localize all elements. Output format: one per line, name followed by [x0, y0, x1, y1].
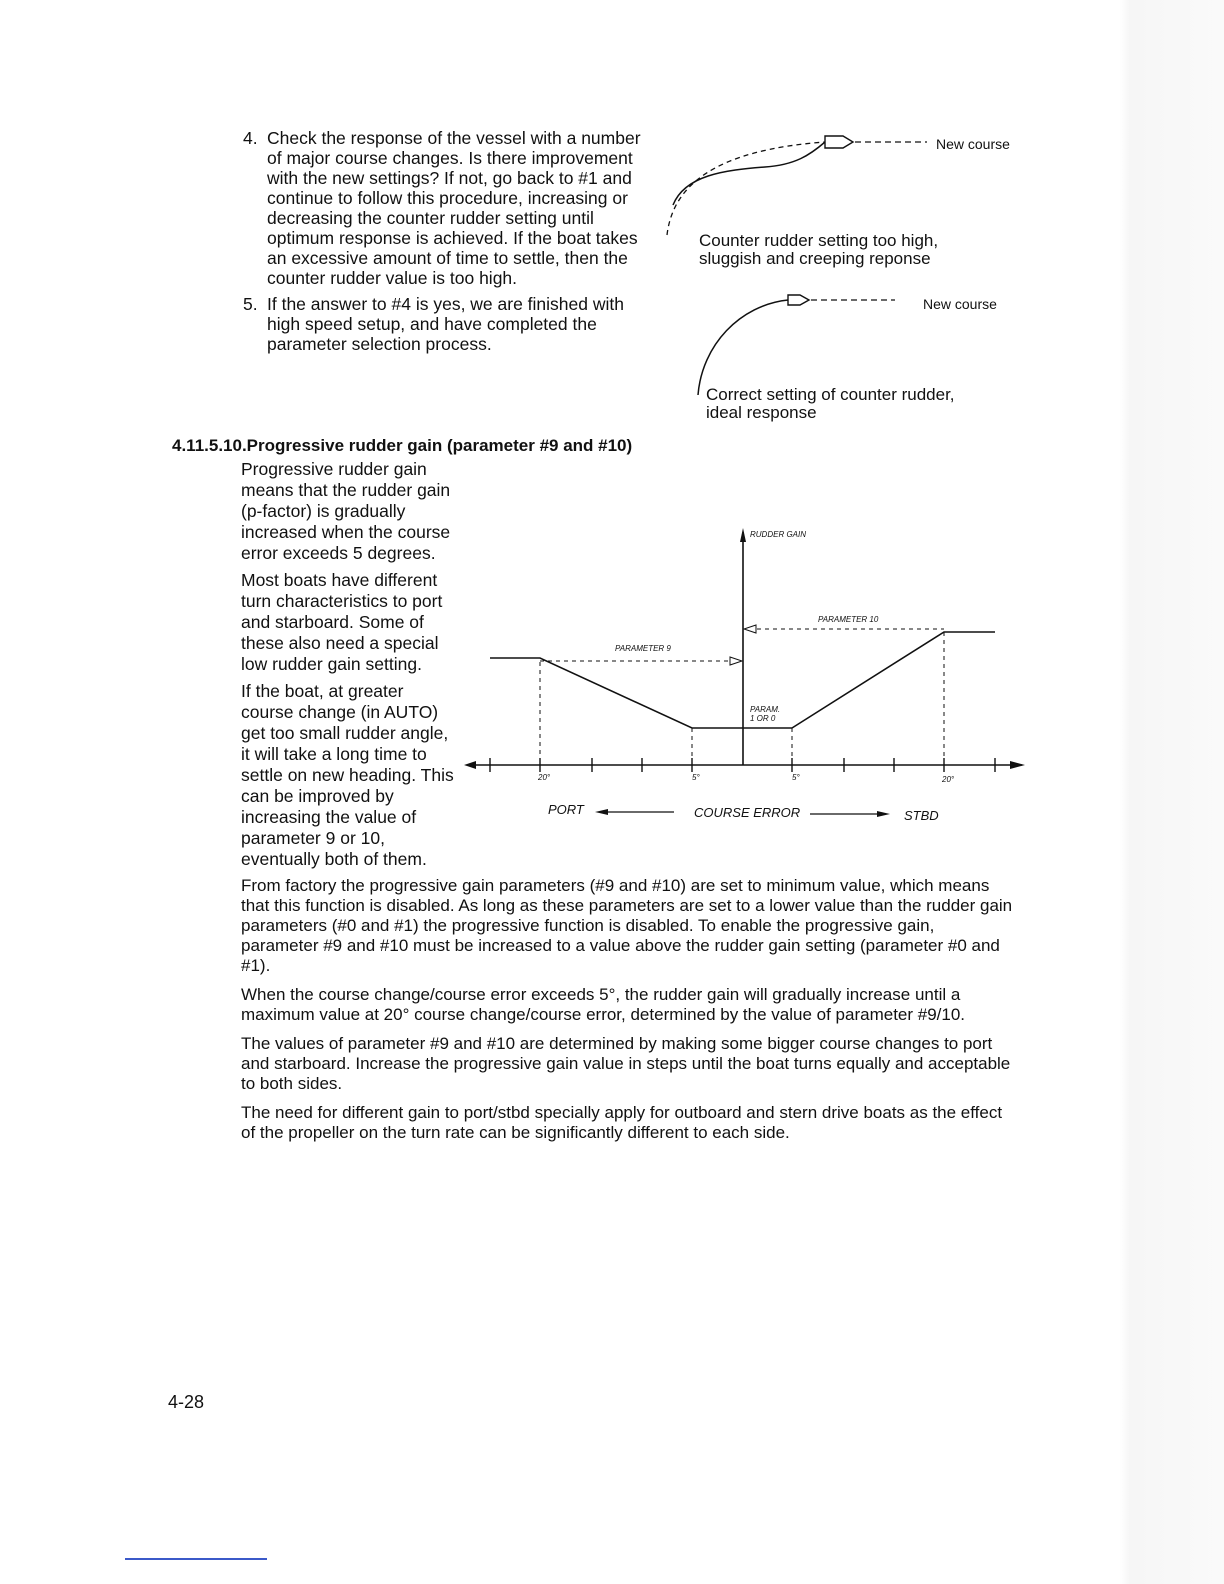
paragraph: Most boats have different turn characteristics to port and starboard. Some of these also need a special low rudder gain setting.	[241, 570, 443, 674]
diagram-caption-line1: Correct setting of counter rudder,	[706, 385, 955, 404]
paragraph: The need for different gain to port/stbd specially apply for outboard and stern drive boats as the effect of the propeller on the turn rate can be significantly different to each side.	[241, 1103, 1003, 1142]
stbd-arrow-icon	[877, 811, 890, 817]
x-axis-left-arrow-icon	[464, 761, 476, 769]
step-item	[243, 128, 653, 288]
paragraph: Progressive rudder gain means that the rudder gain (p-factor) is gradually increased when the course error exceeds 5 degrees.	[241, 459, 451, 563]
step-text: If the answer to #4 is yes, we are finished with high speed setup, and have completed the parameter selection process.	[267, 294, 624, 354]
param-base-label-line1: PARAM.	[750, 705, 781, 714]
diagram-caption-line2: ideal response	[706, 403, 817, 422]
body-text	[241, 876, 1016, 1152]
vessel-track-line	[673, 142, 825, 205]
diagram-caption-line2: sluggish and creeping reponse	[699, 249, 931, 268]
arrowhead-icon	[788, 295, 809, 305]
diagram-counter-rudder-correct	[690, 285, 1020, 425]
diagram-caption-line1: Counter rudder setting too high,	[699, 231, 939, 250]
paragraph: The values of parameter #9 and #10 are determined by making some bigger course changes to port and starboard. Increase the progressive gain value in steps until the boat turns equally and acceptable to both sides.	[241, 1034, 1011, 1093]
paragraph: If the boat, at greater course change (in AUTO) get too small rudder angle, it will take a long time to settle on new heading. This can be improved by increasing the value of parameter 9 or 10, eventually both of them.	[241, 681, 454, 869]
stbd-label: STBD	[904, 808, 939, 823]
progressive-gain-graph	[450, 520, 1030, 830]
steps-list	[243, 128, 653, 360]
y-axis-arrow-icon	[740, 528, 746, 542]
tick-label: 20°	[942, 775, 955, 784]
step-number: 5.	[243, 294, 258, 314]
param9-label: PARAMETER 9	[615, 644, 671, 653]
param10-label: PARAMETER 10	[818, 615, 879, 624]
section-heading: 4.11.5.10.Progressive rudder gain (parameter #9 and #10)	[172, 436, 633, 455]
tick-label: 20°	[538, 773, 551, 782]
tick-label: 5°	[792, 773, 800, 782]
paragraph: When the course change/course error exceeds 5°, the rudder gain will gradually increase until a maximum value at 20° course change/course error, determined by the value of parameter #9/10.	[241, 985, 966, 1024]
step-item	[243, 294, 653, 354]
param-base-label-line2: 1 OR 0	[750, 714, 776, 723]
y-axis-label: RUDDER GAIN	[750, 530, 807, 539]
port-arrow-icon	[595, 809, 608, 815]
port-label: PORT	[548, 802, 584, 817]
new-course-dashed-line	[667, 142, 825, 235]
x-axis-right-arrow-icon	[1010, 761, 1025, 769]
new-course-label: New course	[923, 296, 997, 312]
arrowhead-icon	[825, 136, 853, 148]
tick-label: 5°	[692, 773, 700, 782]
footer-rule	[125, 1558, 267, 1560]
guide-lines	[540, 629, 944, 765]
param10-arrow-icon	[744, 625, 756, 633]
param9-arrow-icon	[730, 657, 742, 665]
left-column-text	[241, 459, 459, 876]
step-number: 4.	[243, 128, 258, 148]
diagram-counter-rudder-high	[655, 125, 1035, 275]
new-course-label: New course	[936, 136, 1010, 152]
course-error-label: COURSE ERROR	[694, 805, 801, 820]
vessel-track-line	[698, 300, 788, 395]
page-number: 4-28	[168, 1392, 205, 1412]
paragraph: From factory the progressive gain parameters (#9 and #10) are set to minimum value, which means that this function is disabled. As long as these parameters are set to a lower value than the rudder gain parameters (#0 and #1) the progressive function is disabled. To enable the progressive gain, parameter #9 and #10 must be increased to a value above the rudder gain setting (parameter #0 and #1).	[241, 876, 1013, 975]
step-text: Check the response of the vessel with a number of major course changes. Is there improvement with the new settings? If not, go back to #1 and continue to follow this procedure, increasing or decreasing the counter rudder setting until optimum response is achieved. If the boat takes an excessive amount of time to settle, then the counter rudder value is too high.	[267, 128, 641, 288]
